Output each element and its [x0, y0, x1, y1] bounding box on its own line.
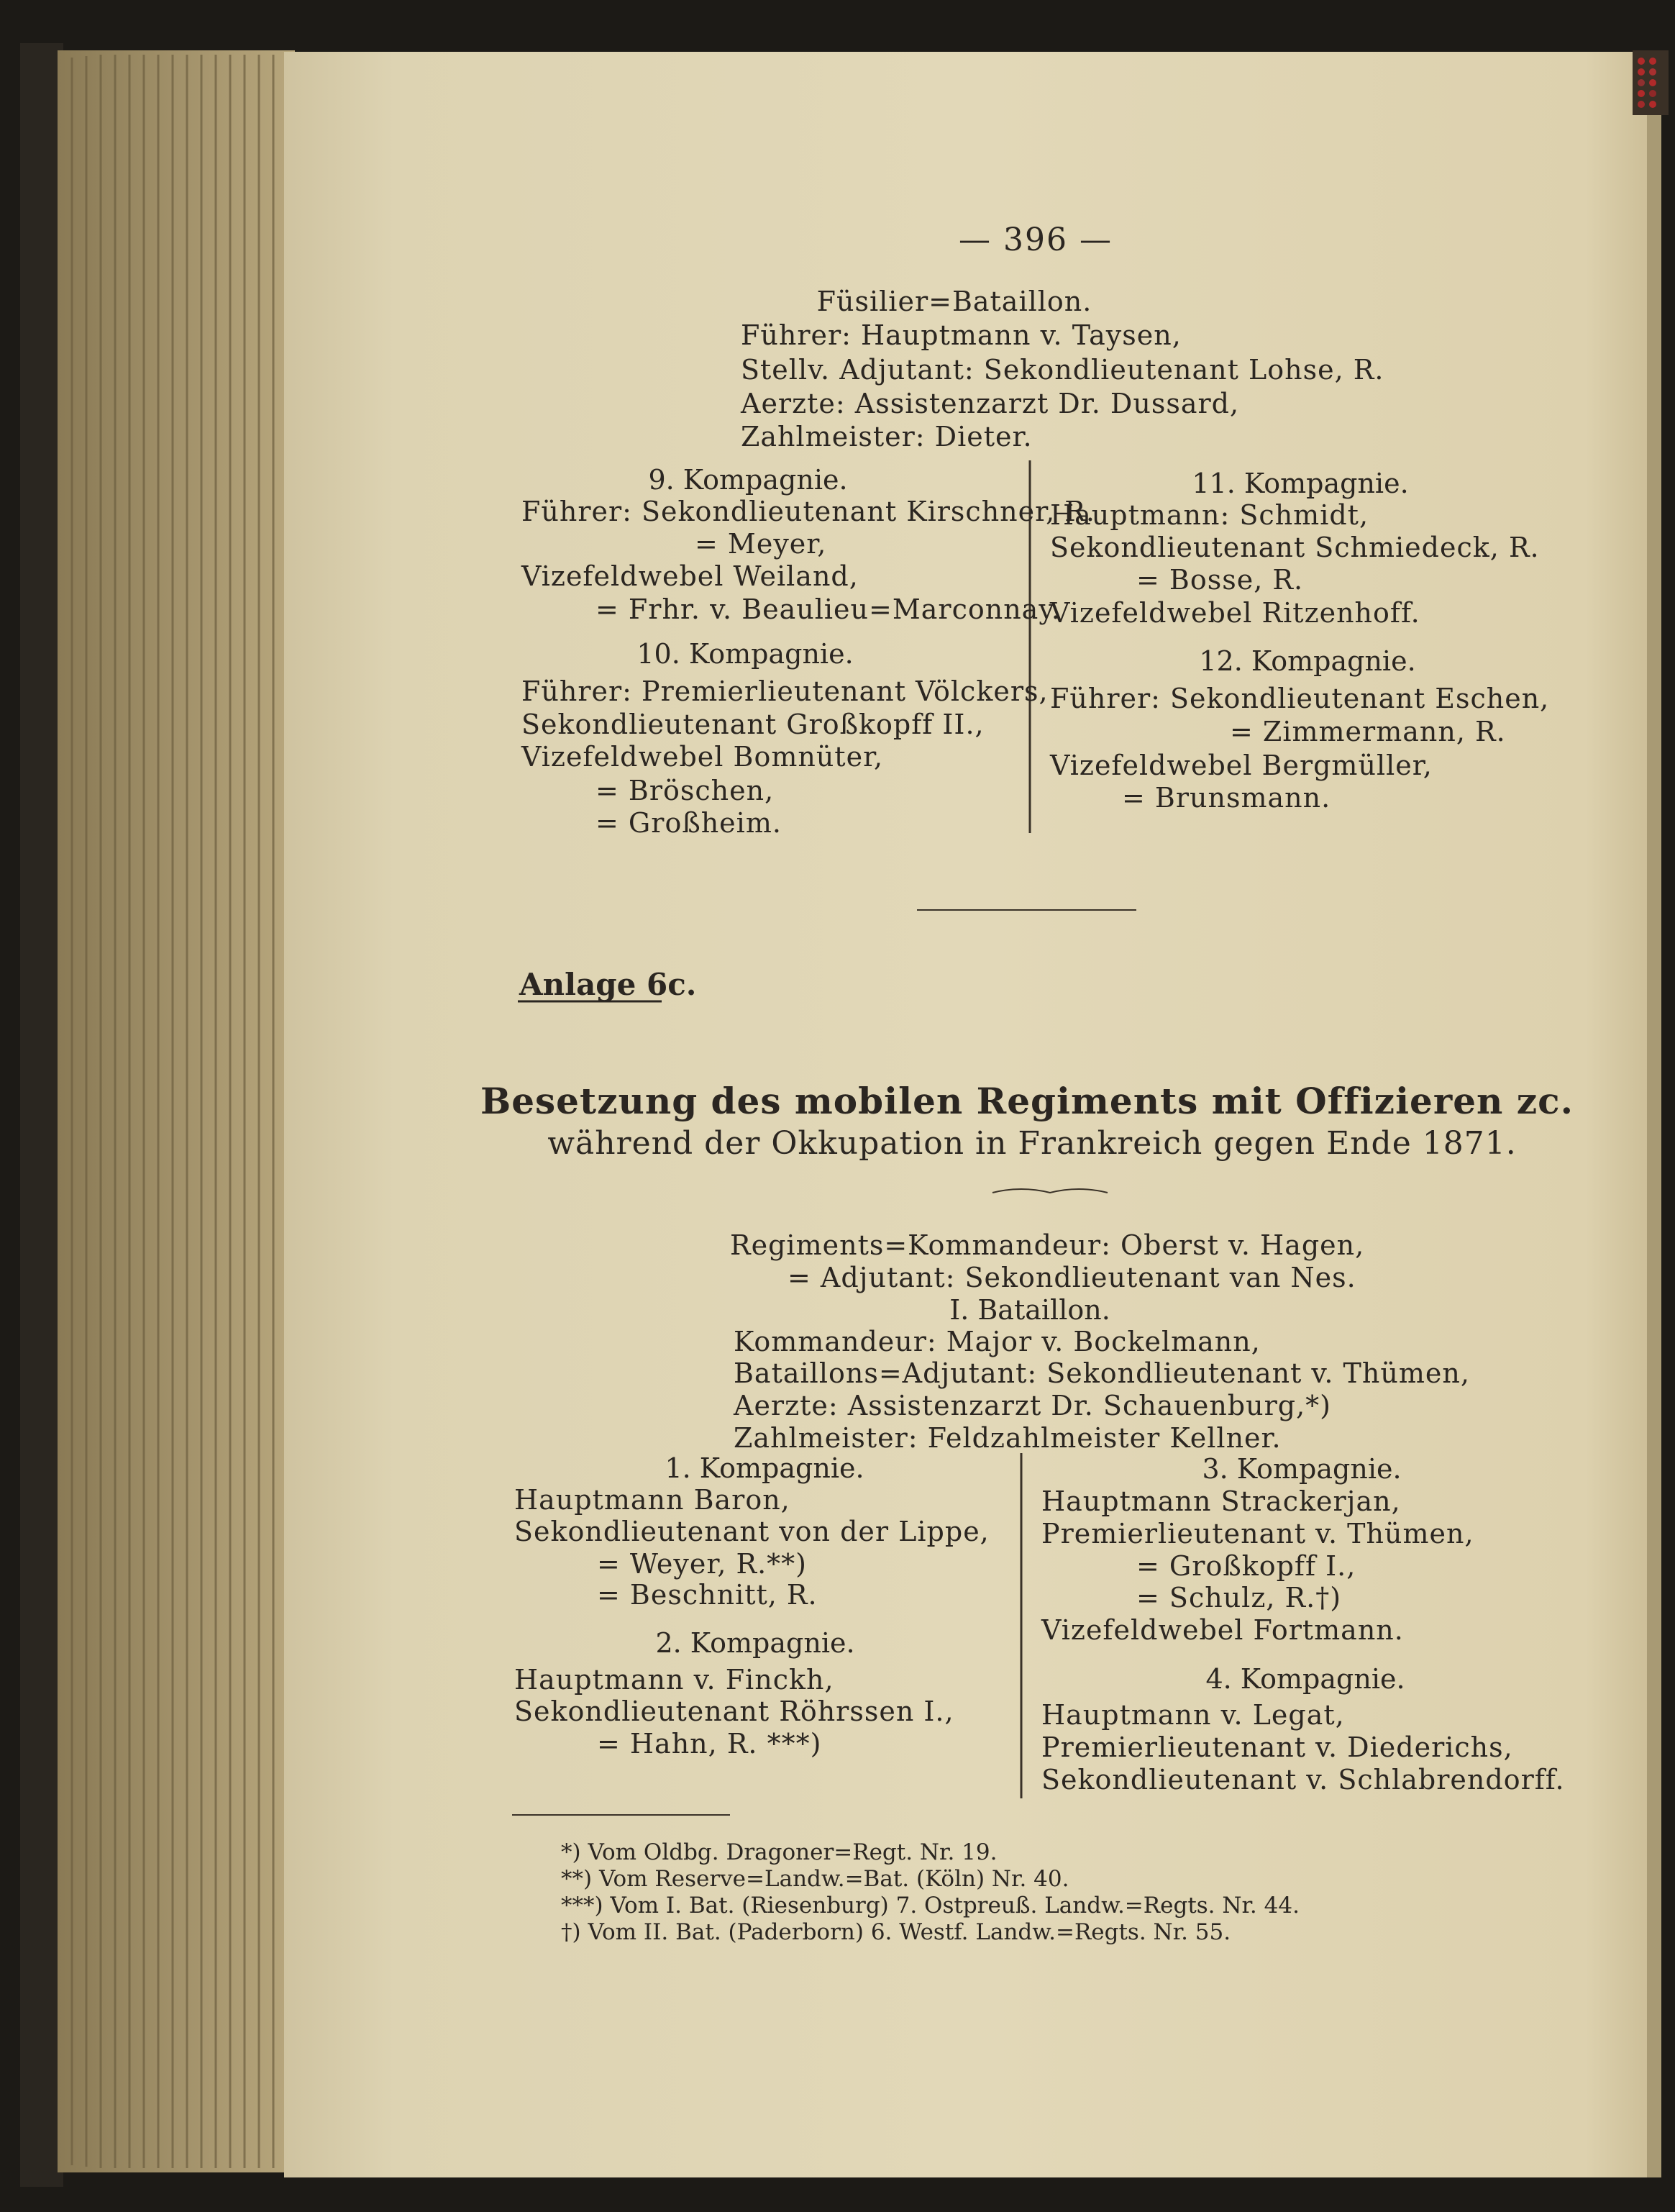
fusilier-line: Führer: Hauptmann v. Taysen,: [741, 319, 1182, 351]
footnote: *) Vom Oldbg. Dragoner=Regt. Nr. 19.: [561, 1839, 998, 1865]
staff-line: Bataillons=Adjutant: Sekondlieutenant v. Thümen,: [734, 1357, 1470, 1389]
company-line: Premierlieutenant v. Diederichs,: [1041, 1731, 1513, 1763]
company-line: = Weyer, R.**): [597, 1548, 807, 1580]
company-line: Vizefeldwebel Bomnüter,: [521, 741, 884, 773]
company-heading: 4. Kompagnie.: [1205, 1663, 1405, 1695]
footnote: **) Vom Reserve=Landw.=Bat. (Köln) Nr. 40.: [561, 1866, 1069, 1892]
company-line: Sekondlieutenant Großkopff II.,: [521, 709, 985, 740]
company-line: Hauptmann v. Finckh,: [514, 1664, 834, 1696]
company-heading: 12. Kompagnie.: [1199, 645, 1416, 677]
document-subtitle: während der Okkupation in Frankreich gegen Ende 1871.: [547, 1125, 1517, 1162]
company-line: = Zimmermann, R.: [1230, 716, 1506, 747]
fusilier-line: Stellv. Adjutant: Sekondlieutenant Lohse, R.: [741, 354, 1384, 386]
anlage-label: Anlage 6c.: [519, 967, 697, 1002]
company-line: = Großkopff I.,: [1136, 1550, 1356, 1582]
company-heading: 2. Kompagnie.: [655, 1627, 855, 1659]
company-line: = Meyer,: [695, 528, 827, 560]
company-line: Vizefeldwebel Weiland,: [521, 560, 859, 592]
battalion-heading: I. Bataillon.: [949, 1294, 1110, 1326]
company-heading: 9. Kompagnie.: [648, 464, 848, 496]
staff-line: = Adjutant: Sekondlieutenant van Nes.: [788, 1262, 1356, 1293]
document-title: Besetzung des mobilen Regiments mit Offizieren zc.: [480, 1080, 1574, 1122]
company-heading: 1. Kompagnie.: [665, 1452, 864, 1484]
company-line: Vizefeldwebel Ritzenhoff.: [1050, 597, 1420, 629]
company-line: Hauptmann Strackerjan,: [1041, 1485, 1401, 1517]
company-line: Vizefeldwebel Fortmann.: [1041, 1614, 1404, 1646]
company-line: = Beschnitt, R.: [597, 1579, 818, 1611]
company-line: Hauptmann Baron,: [514, 1484, 790, 1516]
company-line: Premierlieutenant v. Thümen,: [1041, 1518, 1474, 1549]
company-line: = Hahn, R. ***): [597, 1728, 822, 1760]
company-line: = Großheim.: [595, 807, 782, 839]
company-line: Hauptmann: Schmidt,: [1050, 499, 1369, 531]
staff-line: Zahlmeister: Feldzahlmeister Kellner.: [734, 1422, 1282, 1454]
page-number: — 396 —: [959, 222, 1113, 258]
footnote: ***) Vom I. Bat. (Riesenburg) 7. Ostpreuß. Landw.=Regts. Nr. 44.: [561, 1893, 1300, 1919]
staff-line: Regiments=Kommandeur: Oberst v. Hagen,: [730, 1229, 1365, 1261]
company-heading: 11. Kompagnie.: [1192, 468, 1409, 499]
company-line: = Bröschen,: [595, 775, 775, 806]
company-line: Hauptmann v. Legat,: [1041, 1699, 1345, 1731]
company-line: Sekondlieutenant Schmiedeck, R.: [1050, 532, 1540, 563]
company-heading: 3. Kompagnie.: [1202, 1453, 1402, 1485]
company-line: Sekondlieutenant Röhrssen I.,: [514, 1696, 954, 1727]
fusilier-line: Aerzte: Assistenzarzt Dr. Dussard,: [741, 388, 1240, 419]
company-line: = Frhr. v. Beaulieu=Marconnay.: [595, 593, 1061, 625]
company-line: Vizefeldwebel Bergmüller,: [1050, 750, 1433, 781]
company-line: = Brunsmann.: [1122, 782, 1331, 814]
staff-line: Aerzte: Assistenzarzt Dr. Schauenburg,*): [734, 1390, 1331, 1421]
fusilier-line: Zahlmeister: Dieter.: [741, 421, 1033, 452]
company-line: Sekondlieutenant v. Schlabrendorff.: [1041, 1764, 1565, 1795]
footnote: †) Vom II. Bat. (Paderborn) 6. Westf. Landw.=Regts. Nr. 55.: [561, 1919, 1231, 1945]
fusilier-heading: Füsilier=Bataillon.: [816, 286, 1092, 317]
company-line: Führer: Sekondlieutenant Eschen,: [1050, 683, 1550, 714]
staff-line: Kommandeur: Major v. Bockelmann,: [734, 1326, 1261, 1357]
company-line: Sekondlieutenant von der Lippe,: [514, 1516, 990, 1547]
company-heading: 10. Kompagnie.: [636, 638, 854, 670]
company-line: = Bosse, R.: [1136, 564, 1304, 596]
company-line: Führer: Sekondlieutenant Kirschner, R.: [521, 496, 1095, 527]
company-line: Führer: Premierlieutenant Völckers,: [521, 675, 1049, 707]
company-line: = Schulz, R.†): [1136, 1582, 1342, 1614]
